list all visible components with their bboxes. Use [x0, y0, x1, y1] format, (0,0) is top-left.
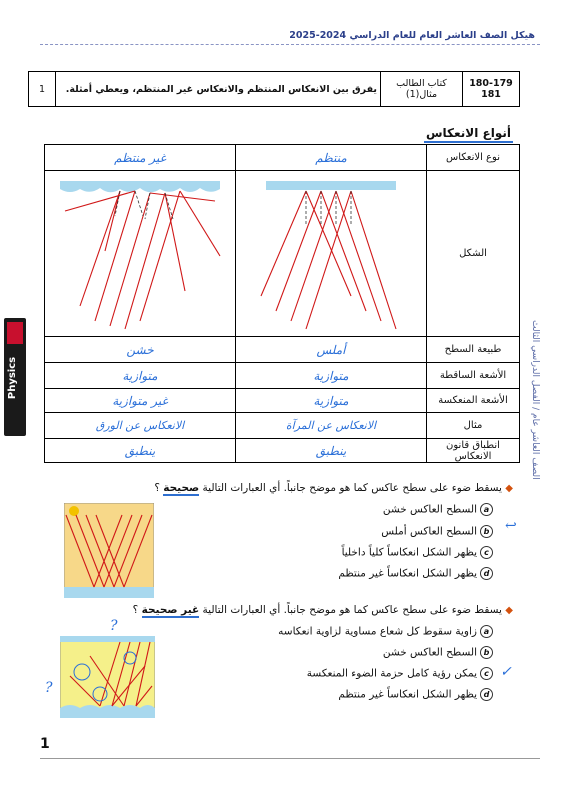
irregular-surface: خشن	[45, 337, 236, 363]
header-divider	[40, 44, 540, 45]
section-title: أنواع الانعكاس	[424, 126, 513, 143]
side-label: الصف العاشر عام / الفصل الدراسي الثالث	[530, 320, 540, 480]
irregular-diagram-cell	[45, 171, 236, 337]
q2-stem: يسقط ضوء على سطح عاكس كما هو موضح جانباً. أي العبارات التالية	[202, 604, 502, 616]
q1-emphasis: صحيحة	[163, 482, 200, 494]
question-1: ◆ يسقط ضوء على سطح عاكس كما هو موضح جانباً. أي العبارات التالية صحيحة ؟	[154, 482, 513, 494]
regular-example: الانعكاس عن المرآة	[236, 413, 427, 439]
q2-figure	[60, 636, 155, 718]
page-number: 1	[40, 736, 50, 752]
row-label-type: نوع الانعكاس	[427, 145, 520, 171]
q1-option-a[interactable]: aالسطح العاكس خشن	[383, 503, 493, 516]
q1-option-c[interactable]: cيظهر الشكل انعكاساً كلياً داخلياً	[342, 546, 493, 559]
row-label-example: مثال	[427, 413, 520, 439]
regular-surface: أملس	[236, 337, 427, 363]
ref-objective: يفرق بين الانعكاس المنتظم والانعكاس غير المنتظم، ويعطي أمثلة.	[56, 72, 381, 107]
regular-reflected: متوازية	[236, 389, 427, 413]
bullet-icon: ◆	[505, 605, 513, 616]
ref-pages: 180-179 181	[463, 72, 520, 107]
ref-source: كتاب الطالب مثال(1)	[381, 72, 463, 107]
q2-option-d[interactable]: dيظهر الشكل انعكاساً غير منتظم	[338, 688, 493, 701]
q1-stem: يسقط ضوء على سطح عاكس كما هو موضح جانباً. أي العبارات التالية	[202, 482, 502, 494]
answer-check-mark-icon: ↩	[505, 518, 517, 534]
regular-reflection-diagram	[236, 171, 426, 333]
footer-divider	[40, 758, 540, 759]
q2-option-b[interactable]: bالسطح العاكس خشن	[383, 646, 493, 659]
header-title: هيكل الصف العاشر العام للعام الدراسي 2024-2025	[289, 30, 535, 41]
irregular-incident: متوازية	[45, 363, 236, 389]
row-label-reflected: الأشعة المنعكسة	[427, 389, 520, 413]
physics-logo	[4, 318, 26, 436]
irregular-example: الانعكاس عن الورق	[45, 413, 236, 439]
row-label-shape: الشكل	[427, 171, 520, 337]
handwritten-question-mark-icon: ?	[110, 618, 118, 634]
row-label-surface: طبيعة السطح	[427, 337, 520, 363]
irregular-reflection-diagram	[45, 171, 235, 333]
irregular-law: ينطبق	[45, 439, 236, 463]
regular-law: ينطبق	[236, 439, 427, 463]
bullet-icon: ◆	[505, 483, 513, 494]
handwritten-question-mark-icon: ?	[45, 680, 53, 696]
q2-option-c[interactable]: cيمكن رؤية كامل حزمة الضوء المنعكسة	[307, 667, 493, 680]
regular-type: منتظم	[236, 145, 427, 171]
svg-text:Physics: Physics	[7, 356, 18, 400]
q2-option-a[interactable]: aزاوية سقوط كل شعاع مساوية لزاوية انعكاسه	[278, 625, 493, 638]
irregular-type: غير منتظم	[45, 145, 236, 171]
regular-diagram-cell	[236, 171, 427, 337]
rough-surface	[60, 181, 220, 192]
irregular-reflected: غير متوازية	[45, 389, 236, 413]
q2-emphasis: غير صحيحة	[141, 604, 200, 616]
reflection-types-table	[44, 144, 520, 463]
ref-count: 1	[29, 72, 56, 107]
q1-option-b[interactable]: bالسطح العاكس أملس	[381, 525, 493, 538]
row-label-law: انطباق قانون الانعكاس	[427, 439, 520, 463]
q1-figure	[64, 503, 154, 598]
regular-incident: متوازية	[236, 363, 427, 389]
q1-option-d[interactable]: dيظهر الشكل انعكاساً غير منتظم	[338, 567, 493, 580]
question-2: ◆ يسقط ضوء على سطح عاكس كما هو موضح جانباً. أي العبارات التالية غير صحيحة ؟	[132, 604, 513, 616]
smooth-mirror	[266, 181, 396, 190]
reference-table	[28, 71, 520, 107]
row-label-incident: الأشعة الساقطة	[427, 363, 520, 389]
answer-check-mark-icon: ✓	[500, 664, 512, 680]
